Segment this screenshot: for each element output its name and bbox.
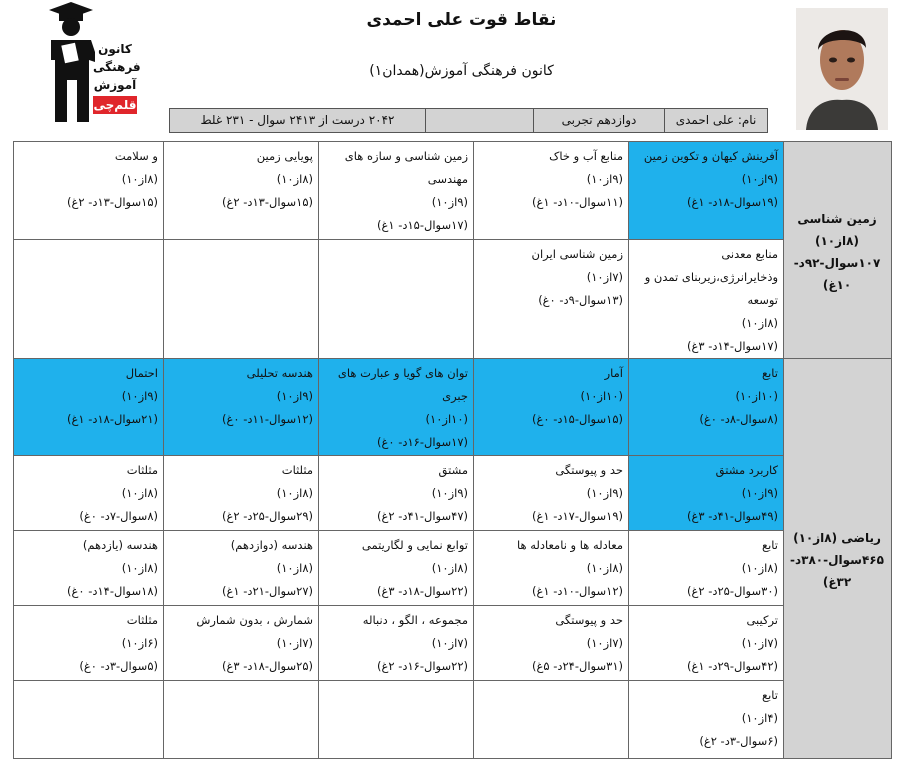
topic-detail: (۳۱سوال-۲۴د- ۵غ) [532,659,623,673]
grade-gap [425,109,533,132]
empty-cell [164,240,319,359]
empty-cell [14,681,164,759]
empty-cell [319,240,474,359]
topic-detail: (۲۲سوال-۱۶د- ۲غ) [377,659,468,673]
topic-name: معادله ها و نامعادله ها [516,538,623,552]
topic-name: حد و پیوستگی [555,613,623,627]
table-row [14,456,892,531]
topic-detail: (۴۹سوال-۴۱د- ۳غ) [687,509,778,523]
topic-detail: (۱۵سوال-۱۳د- ۲غ) [222,195,313,209]
table-row [14,606,892,681]
topic-score: (۶از۱۰) [121,636,158,650]
topic-cell [319,359,474,456]
topic-detail: (۱۹سوال-۱۷د- ۱غ) [532,509,623,523]
topic-cell [474,142,629,240]
topic-cell [474,606,629,681]
topic-name: آمار [604,366,623,380]
topic-detail: (۲۲سوال-۱۸د- ۳غ) [377,584,468,598]
topic-cell [629,359,784,456]
topic-cell [474,531,629,606]
topic-cell [319,531,474,606]
topic-name: هندسه (یازدهم) [82,538,158,552]
section-label: زمین شناسی (۸از۱۰) ۱۰۷سوال-۹۲د- ۱۰غ) [784,142,892,359]
topic-detail: (۸سوال-۷د- ۰غ) [79,509,158,523]
topic-name: ترکیبی [746,613,778,627]
topic-score: (۸از۱۰) [586,561,623,575]
topic-name: تابع [761,688,778,702]
topic-score: (۷از۱۰) [741,636,778,650]
table-row [14,142,892,240]
stats-summary: ۲۰۴۲ درست از ۲۴۱۳ سوال - ۲۳۱ غلط [200,113,395,127]
topic-score: (۸از۱۰) [121,561,158,575]
topic-cell [164,142,319,240]
topic-detail: (۲۹سوال-۲۵د- ۲غ) [222,509,313,523]
empty-cell [474,681,629,759]
topic-detail: (۶سوال-۳د- ۲غ) [699,734,778,748]
topic-cell [14,142,164,240]
table-row [14,531,892,606]
topic-detail: (۲۱سوال-۱۸د- ۱غ) [67,412,158,426]
topic-score: (۱۰از۱۰) [735,389,778,403]
topic-score: (۸از۱۰) [121,172,158,186]
topic-cell [629,142,784,240]
topic-cell [14,359,164,456]
empty-cell [319,681,474,759]
topic-name: مجموعه ، الگو ، دنباله [362,613,468,627]
topic-name: و سلامت [114,149,158,163]
section-label: ریاضی (۸از۱۰) ۴۶۵سوال-۳۸۰د- ۳۲غ) [784,359,892,759]
topic-cell [474,240,629,359]
topic-cell [319,606,474,681]
topic-name: احتمال [125,366,158,380]
topic-score: (۹از۱۰) [586,486,623,500]
topic-detail: (۱۷سوال-۱۴د- ۳غ) [687,339,778,353]
topic-score: (۹از۱۰) [741,172,778,186]
empty-cell [164,681,319,759]
logo-line2: فرهنگی [93,60,141,74]
topic-cell [629,456,784,531]
topic-name: توابع نمایی و لگاریتمی [361,538,468,552]
topic-score: (۸از۱۰) [741,316,778,330]
topic-detail: (۲۵سوال-۱۸د- ۳غ) [222,659,313,673]
topic-cell [164,531,319,606]
topic-name: تابع [761,538,778,552]
page-subtitle: کانون فرهنگی آموزش(همدان۱) [369,63,554,79]
table-row [14,240,892,359]
topic-detail: (۱۱سوال-۱۰د- ۱غ) [532,195,623,209]
topic-score: (۸از۱۰) [276,172,313,186]
topic-name: پویایی زمین [256,149,313,163]
topic-cell [14,531,164,606]
topic-score: (۹از۱۰) [741,486,778,500]
topic-detail: (۴۲سوال-۲۹د- ۱غ) [687,659,778,673]
topic-score: (۹از۱۰) [121,389,158,403]
topic-name: زمین شناسی و سازه های مهندسی [344,149,468,186]
topic-name: توان های گویا و عبارت های جبری [337,366,468,403]
topic-name: زمین شناسی ایران [531,247,623,261]
empty-cell [14,240,164,359]
topic-cell [164,456,319,531]
strengths-table [13,141,892,759]
topic-name: شمارش ، بدون شمارش [196,613,313,627]
topic-detail: (۸سوال-۸د- ۰غ) [699,412,778,426]
topic-detail: (۱۳سوال-۹د- ۰غ) [538,293,623,307]
topic-detail: (۱۷سوال-۱۵د- ۱غ) [377,218,468,232]
topic-cell [474,359,629,456]
grade-label: دوازدهم تجربی [533,109,664,132]
topic-detail: (۱۵سوال-۱۵د- ۰غ) [532,412,623,426]
topic-name: منابع آب و خاک [549,149,623,163]
topic-detail: (۱۹سوال-۱۸د- ۱غ) [687,195,778,209]
topic-cell [629,606,784,681]
topic-detail: (۱۸سوال-۱۴د- ۰غ) [67,584,158,598]
topic-name: هندسه تحلیلی [246,366,313,380]
topic-score: (۷از۱۰) [586,270,623,284]
topic-detail: (۱۵سوال-۱۳د- ۲غ) [67,195,158,209]
topic-score: (۹از۱۰) [276,389,313,403]
topic-score: (۹از۱۰) [431,486,468,500]
topic-cell [629,531,784,606]
topic-cell [629,240,784,359]
topic-name: هندسه (دوازدهم) [230,538,313,552]
topic-score: (۴از۱۰) [741,711,778,725]
student-info-bar [169,108,768,133]
topic-cell [629,681,784,759]
topic-name: تابع [761,366,778,380]
topic-detail: (۵سوال-۳د- ۰غ) [79,659,158,673]
topic-name: مثلثات [126,463,158,477]
topic-score: (۸از۱۰) [431,561,468,575]
page-title: نقاط قوت علی احمدی [366,10,557,30]
topic-cell [164,359,319,456]
topic-name: مثلثات [281,463,313,477]
logo-line1: کانون [98,42,132,56]
topic-name: مشتق [438,463,468,477]
topic-name: آفرینش کیهان و تکوین زمین [643,149,778,163]
logo-line4: قلم‌چی [93,98,137,112]
table-row [14,359,892,456]
topic-score: (۸از۱۰) [276,561,313,575]
topic-score: (۸از۱۰) [741,561,778,575]
topic-name: مثلثات [126,613,158,627]
topic-detail: (۳۰سوال-۲۵د- ۲غ) [687,584,778,598]
topic-cell [319,142,474,240]
topic-cell [319,456,474,531]
topic-detail: (۱۲سوال-۱۰د- ۱غ) [532,584,623,598]
topic-score: (۱۰از۱۰) [425,412,468,426]
topic-name: حد و پیوستگی [555,463,623,477]
topic-score: (۷از۱۰) [276,636,313,650]
topic-cell [164,606,319,681]
topic-detail: (۴۷سوال-۴۱د- ۲غ) [377,509,468,523]
topic-score: (۷از۱۰) [586,636,623,650]
topic-score: (۷از۱۰) [431,636,468,650]
topic-score: (۸از۱۰) [121,486,158,500]
topic-cell [14,456,164,531]
table-row [14,681,892,759]
student-name: نام: علی احمدی [664,109,767,132]
topic-cell [474,456,629,531]
topic-detail: (۱۲سوال-۱۱د- ۰غ) [222,412,313,426]
topic-detail: (۲۷سوال-۲۱د- ۱غ) [222,584,313,598]
topic-name: کاربرد مشتق [715,463,778,477]
topic-score: (۱۰از۱۰) [580,389,623,403]
topic-cell [14,606,164,681]
logo-line3: آموزش [93,78,137,92]
topic-detail: (۱۷سوال-۱۶د- ۰غ) [377,435,468,449]
topic-score: (۸از۱۰) [276,486,313,500]
topic-name: منابع معدنی وذخایرانرژی،زیربنای تمدن و توسعه [644,247,778,307]
topic-score: (۹از۱۰) [586,172,623,186]
topic-score: (۹از۱۰) [431,195,468,209]
